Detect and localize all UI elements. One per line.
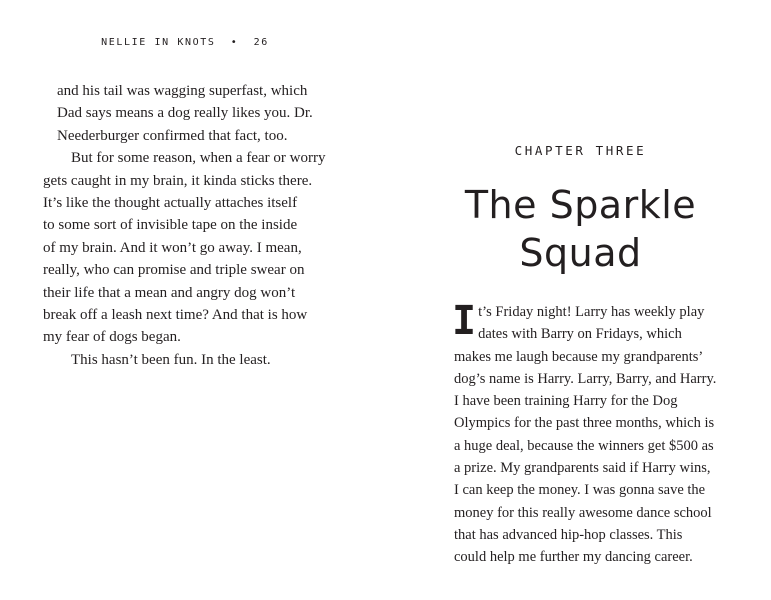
- chapter-label: CHAPTER THREE: [514, 143, 647, 158]
- text-line: I can keep the money. I was gonna save the: [454, 482, 706, 499]
- text-line: gets caught in my brain, it kinda sticks there.: [43, 172, 313, 189]
- text-line: of my brain. And it won’t go away. I mean,: [43, 239, 302, 256]
- text-line: Dad says means a dog really likes you. Dr.: [57, 105, 313, 122]
- text-line: t’s Friday night! Larry has weekly play: [478, 304, 705, 320]
- text-line: makes me laugh because my grandparents’: [454, 348, 704, 365]
- text-line: that has advanced hip-hop classes. This: [454, 526, 683, 543]
- paragraph: [57, 80, 322, 147]
- text-line: really, who can promise and triple swear on: [43, 262, 305, 279]
- chapter-title-line: The Sparkle: [464, 183, 697, 227]
- text-line: dog’s name is Harry. Larry, Barry, and Harry.: [454, 370, 717, 387]
- text-line: my fear of dogs began.: [43, 329, 181, 346]
- paragraph: [57, 349, 322, 371]
- text-line: Olympics for the past three months, which is: [454, 415, 715, 432]
- text-line: But for some reason, when a fear or worry: [71, 150, 326, 167]
- text-line: to some sort of invisible tape on the inside: [43, 217, 298, 234]
- text-line: It’s like the thought actually attaches itself: [43, 195, 298, 212]
- chapter-body: [452, 298, 717, 569]
- text-line: This hasn’t been fun. In the least.: [71, 351, 271, 368]
- text-line: a prize. My grandparents said if Harry wins,: [454, 460, 711, 477]
- paragraph: [43, 147, 326, 349]
- text-line: I have been training Harry for the Dog: [454, 393, 678, 410]
- left-page-body: [43, 80, 326, 371]
- drop-cap: I: [452, 298, 477, 344]
- chapter-title-line: Squad: [519, 231, 642, 275]
- running-head: NELLIE IN KNOTS • 26: [101, 37, 269, 48]
- text-line: dates with Barry on Fridays, which: [478, 326, 682, 343]
- text-line: Neederburger confirmed that fact, too.: [57, 127, 288, 144]
- right-page: [386, 0, 771, 600]
- text-line: and his tail was wagging superfast, which: [57, 83, 308, 99]
- text-line: could help me further my dancing career.: [454, 549, 693, 566]
- chapter-title: [448, 181, 713, 277]
- left-page: [0, 0, 385, 600]
- text-line: break off a leash next time? And that is how: [43, 307, 308, 324]
- text-line: their life that a mean and angry dog won’t: [43, 284, 296, 301]
- text-line: money for this really awesome dance school: [454, 504, 712, 521]
- text-line: a huge deal, because the winners get $500 as: [454, 437, 714, 454]
